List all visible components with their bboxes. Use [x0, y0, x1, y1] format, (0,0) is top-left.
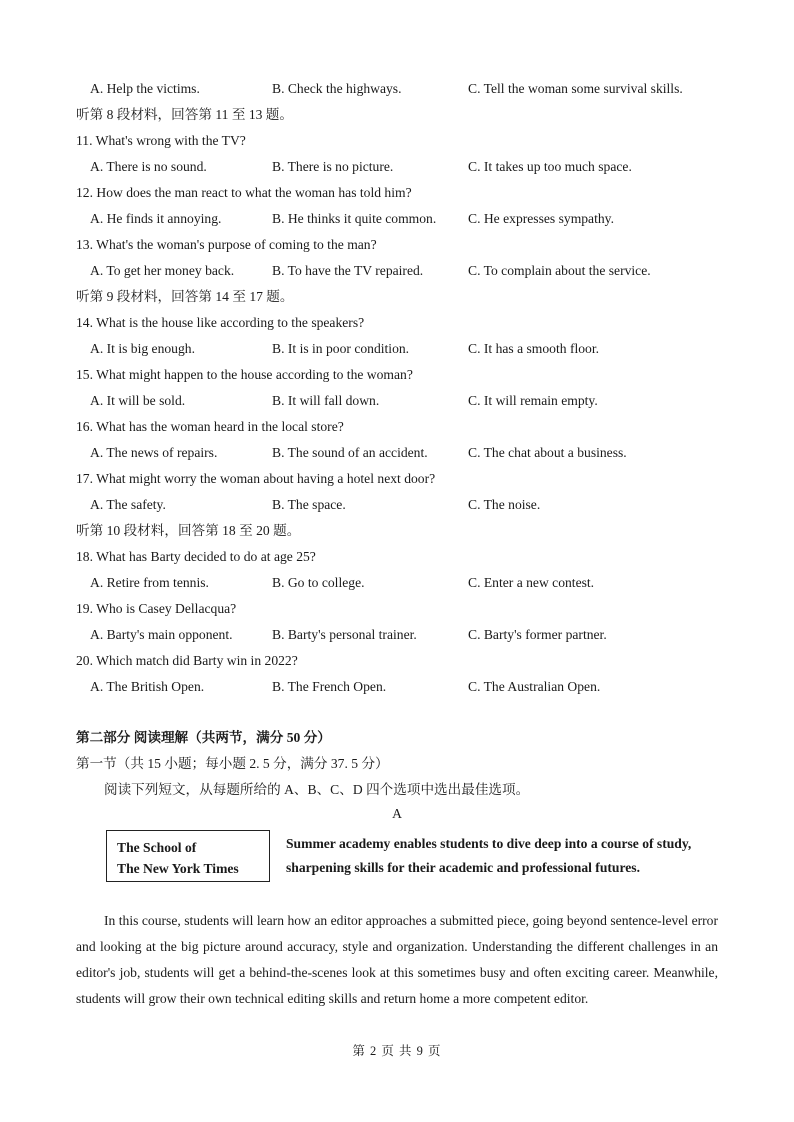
question-14-option-c: C. It has a smooth floor. — [468, 341, 600, 356]
question-13-option-c: C. To complain about the service. — [468, 263, 651, 278]
question-17-option-b: B. The space. — [272, 497, 346, 512]
question-12-option-c: C. He expresses sympathy. — [468, 211, 614, 226]
question-12-option-b: B. He thinks it quite common. — [272, 211, 437, 226]
school-name-line2: The New York Times — [117, 861, 239, 876]
question-15-option-a: A. It will be sold. — [90, 393, 186, 408]
passage-paragraph: In this course, students will learn how an editor approaches a submitted piece, going beyond sentence-level error and looking at the big picture around accuracy, style and organization. Understanding the different challenges in an editor's job, students will get a behind-the-scenes look at this sometimes busy and often exciting career. Meanwhile, students will grow their own technical editing skills and return home a more competent editor. — [76, 913, 718, 1006]
option-b-q10: B. Check the highways. — [272, 81, 402, 96]
question-18-option-c: C. Enter a new contest. — [468, 575, 595, 590]
question-11-option-b: B. There is no picture. — [272, 159, 394, 174]
question-20-option-c: C. The Australian Open. — [468, 679, 601, 694]
school-name-line1: The School of — [117, 840, 197, 855]
question-17-option-a: A. The safety. — [90, 497, 166, 512]
part-two-heading: 第二部分 阅读理解（共两节，满分 50 分） — [76, 730, 331, 745]
question-13-option-b: B. To have the TV repaired. — [272, 263, 424, 278]
passage-headline — [286, 832, 726, 880]
section-instruction-8: 听第 8 段材料，回答第 11 至 13 题。 — [76, 107, 293, 122]
question-20-option-b: B. The French Open. — [272, 679, 387, 694]
question-16-option-a: A. The news of repairs. — [90, 445, 218, 460]
question-19-option-b: B. Barty's personal trainer. — [272, 627, 417, 642]
question-14-option-b: B. It is in poor condition. — [272, 341, 410, 356]
question-17-option-c: C. The noise. — [468, 497, 541, 512]
question-19-option-c: C. Barty's former partner. — [468, 627, 607, 642]
question-15-stem: 15. What might happen to the house according to the woman? — [76, 367, 413, 382]
section-instruction-10: 听第 10 段材料，回答第 18 至 20 题。 — [76, 523, 301, 538]
question-16-option-b: B. The sound of an accident. — [272, 445, 428, 460]
question-12-stem: 12. How does the man react to what the woman has told him? — [76, 185, 412, 200]
headline-line1: Summer academy enables students to dive deep into a course of study, — [286, 836, 692, 851]
page-footer: 第 2 页 共 9 页 — [352, 1044, 442, 1058]
question-15-option-c: C. It will remain empty. — [468, 393, 598, 408]
question-13-stem: 13. What's the woman's purpose of coming to the man? — [76, 237, 377, 252]
question-11-stem: 11. What's wrong with the TV? — [76, 133, 246, 148]
question-13-option-a: A. To get her money back. — [90, 263, 235, 278]
question-14-stem: 14. What is the house like according to the speakers? — [76, 315, 365, 330]
question-17-stem: 17. What might worry the woman about having a hotel next door? — [76, 471, 436, 486]
question-18-option-b: B. Go to college. — [272, 575, 365, 590]
question-15-option-b: B. It will fall down. — [272, 393, 380, 408]
question-20-stem: 20. Which match did Barty win in 2022? — [76, 653, 298, 668]
option-a-q10: A. Help the victims. — [90, 81, 200, 96]
question-20-option-a: A. The British Open. — [90, 679, 205, 694]
section-one-heading: 第一节（共 15 小题；每小题 2. 5 分，满分 37. 5 分） — [76, 756, 389, 771]
question-11-option-a: A. There is no sound. — [90, 159, 207, 174]
passage-label: A — [392, 806, 402, 821]
option-c-q10: C. Tell the woman some survival skills. — [468, 81, 683, 96]
passage-body — [76, 908, 718, 1012]
question-14-option-a: A. It is big enough. — [90, 341, 195, 356]
question-12-option-a: A. He finds it annoying. — [90, 211, 222, 226]
question-19-stem: 19. Who is Casey Dellacqua? — [76, 601, 237, 616]
question-18-option-a: A. Retire from tennis. — [90, 575, 209, 590]
section-instruction-9: 听第 9 段材料，回答第 14 至 17 题。 — [76, 289, 294, 304]
headline-line2: sharpening skills for their academic and professional futures. — [286, 860, 640, 875]
question-18-stem: 18. What has Barty decided to do at age 25? — [76, 549, 316, 564]
question-16-option-c: C. The chat about a business. — [468, 445, 627, 460]
question-11-option-c: C. It takes up too much space. — [468, 159, 632, 174]
question-16-stem: 16. What has the woman heard in the local store? — [76, 419, 344, 434]
reading-instruction: 阅读下列短文，从每题所给的 A、B、C、D 四个选项中选出最佳选项。 — [104, 782, 530, 797]
school-logo-box — [106, 830, 270, 882]
question-19-option-a: A. Barty's main opponent. — [90, 627, 233, 642]
